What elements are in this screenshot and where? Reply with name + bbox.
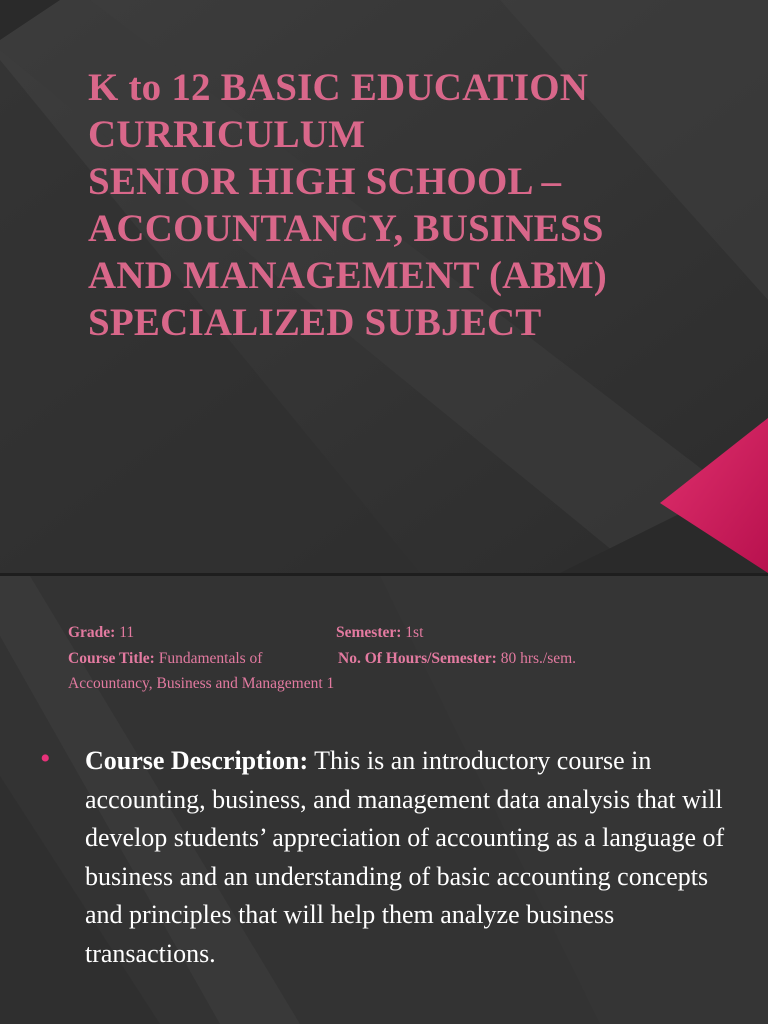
course-description-label: Course Description: <box>85 746 309 775</box>
hours-value: 80 hrs./sem. <box>500 650 577 667</box>
course-title-value: Fundamentals of <box>158 650 263 667</box>
title-line: K to 12 BASIC EDUCATION <box>88 66 589 109</box>
course-title-field <box>68 647 262 670</box>
semester-value: 1st <box>405 624 424 641</box>
semester-field <box>336 621 423 644</box>
bullet-icon: • <box>40 742 51 775</box>
title-line: SENIOR HIGH SCHOOL – <box>88 160 562 203</box>
grade-field <box>68 621 134 644</box>
course-title-continued <box>68 672 334 695</box>
title-line: SPECIALIZED SUBJECT <box>88 301 542 344</box>
course-description <box>85 742 735 973</box>
title-line: ACCOUNTANCY, BUSINESS <box>88 207 604 250</box>
semester-label: Semester: <box>336 624 402 641</box>
hours-label: No. Of Hours/Semester: <box>338 650 497 667</box>
title-line: AND MANAGEMENT (ABM) <box>88 254 607 297</box>
grade-label: Grade: <box>68 624 116 641</box>
course-info-slide <box>0 576 768 1024</box>
title-line: CURRICULUM <box>88 113 366 156</box>
course-title-value-line2: Accountancy, Business and Management 1 <box>68 675 335 692</box>
hours-field <box>338 647 576 670</box>
slide-title <box>88 64 748 346</box>
grade-value: 11 <box>119 624 135 641</box>
course-title-label: Course Title: <box>68 650 155 667</box>
course-description-text: This is an introductory course in accounting, business, and management data analysis that will develop students’ appreciation of accounting as a language of business and an understanding of basic accounting concepts and principles that will help them analyze business transactions. <box>85 746 725 968</box>
